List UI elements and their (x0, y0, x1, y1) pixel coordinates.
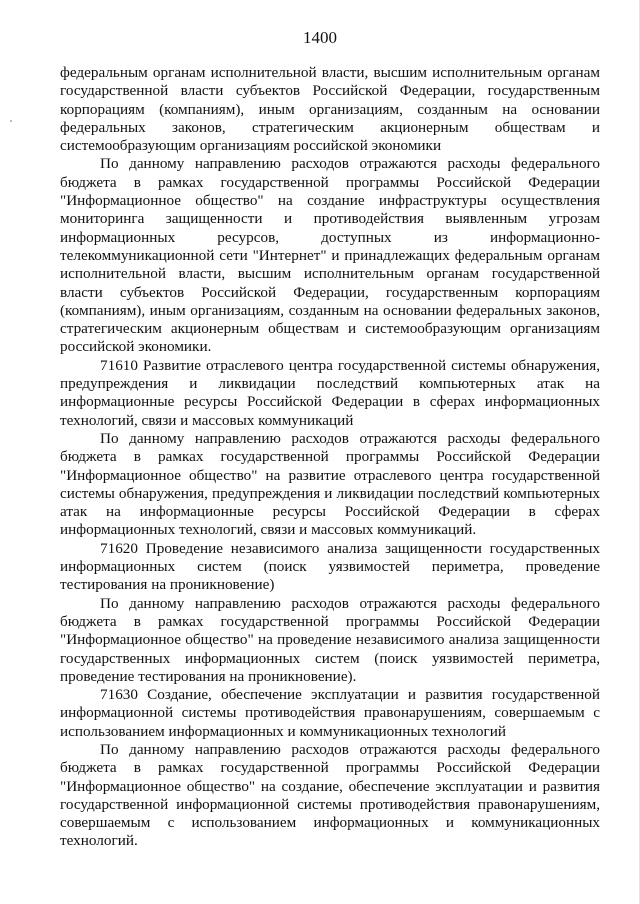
paragraph-continuation: федеральным органам исполнительной власти, высшим исполнительным органам государственной власти субъектов Российской Федерации, государственным корпорациям (компаниям), иным организациям, созданным на основании федеральных законов, стратегическим акционерным обществам и системообразующим организациям российской экономики (60, 64, 600, 155)
document-body (60, 64, 600, 851)
paragraph-expense-description: По данному направлению расходов отражаются расходы федерального бюджета в рамках государственной программы Российской Федерации "Информационное общество" на создание инфраструктуры осуществления мониторинга защищенности и противодействия выявленным угрозам информационных ресурсов, доступных из информационно-телекоммуникационной сети "Интернет" и принадлежащих федеральным органам исполнительной власти, высшим исполнительным органам государственной власти субъектов Российской Федерации, государственным корпорациям (компаниям), иным организациям, созданным на основании федеральных законов, стратегическим акционерным обществам и системообразующим организациям российской экономики. (60, 155, 600, 356)
paragraph-code-heading: 71630 Создание, обеспечение эксплуатации и развития государственной информационной системы противодействия правонарушениям, совершаемым с использованием информационных и коммуникационных технологий (60, 686, 600, 740)
page-number: 1400 (303, 28, 337, 47)
scan-artifact (10, 120, 12, 122)
paragraph-code-heading: 71610 Развитие отраслевого центра государственной системы обнаружения, предупреждения и ликвидации последствий компьютерных атак на информационные ресурсы Российской Федерации в сферах информационных технологий, связи и массовых коммуникаций (60, 356, 600, 429)
paragraph-code-heading: 71620 Проведение независимого анализа защищенности государственных информационных систем (поиск уязвимостей периметра, проведение тестирования на проникновение) (60, 539, 600, 594)
paragraph-expense-description: По данному направлению расходов отражаются расходы федерального бюджета в рамках государственной программы Российской Федерации "Информационное общество" на создание, обеспечение эксплуатации и развития государственной информационной системы противодействия правонарушениям, совершаемым с использованием информационных и коммуникационных технологий. (60, 740, 600, 850)
paragraph-expense-description: По данному направлению расходов отражаются расходы федерального бюджета в рамках государственной программы Российской Федерации "Информационное общество" на развитие отраслевого центра государственной системы обнаружения, предупреждения и ликвидации последствий компьютерных атак на информационные ресурсы Российской Федерации в сферах информационных технологий, связи и массовых коммуникаций. (60, 429, 600, 539)
paragraph-expense-description: По данному направлению расходов отражаются расходы федерального бюджета в рамках государственной программы Российской Федерации "Информационное общество" на проведение независимого анализа защищенности государственных информационных систем (поиск уязвимостей периметра, проведение тестирования на проникновение). (60, 594, 600, 685)
